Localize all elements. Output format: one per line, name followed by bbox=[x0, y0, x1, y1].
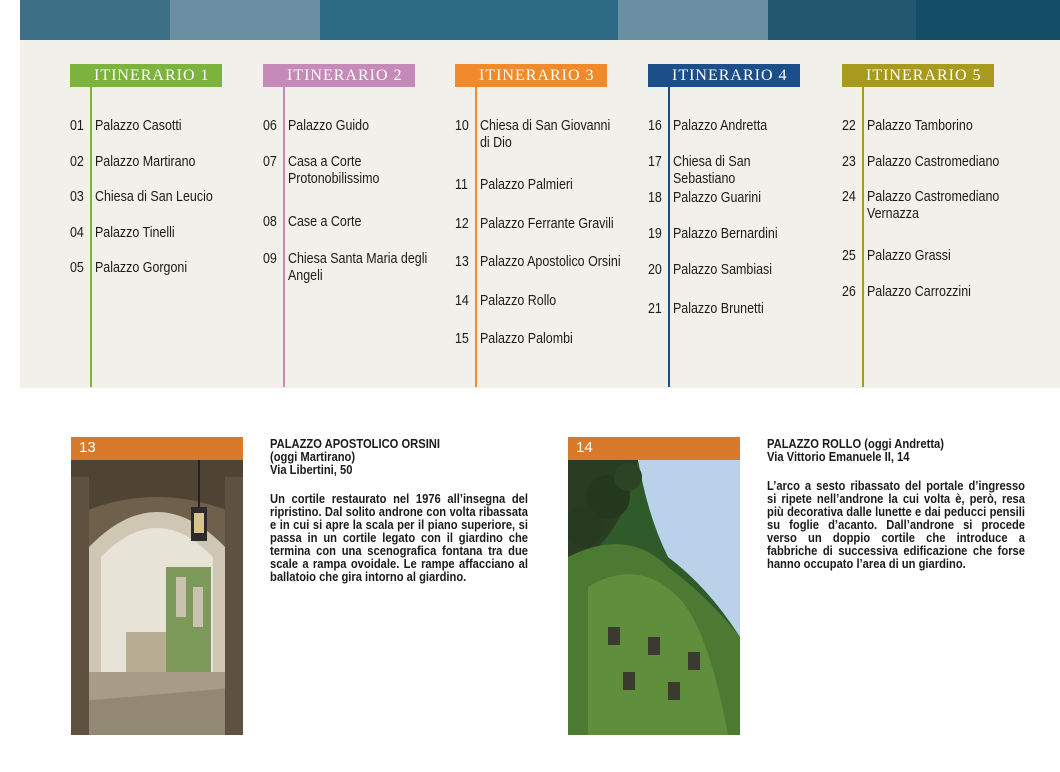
item-name: Palazzo Sambiasi bbox=[672, 262, 773, 278]
card-address: Via Libertini, 50 bbox=[270, 462, 353, 477]
band-segment bbox=[20, 0, 170, 40]
item-number: 11 bbox=[455, 177, 468, 193]
item-number: 13 bbox=[455, 254, 469, 270]
itinerario-column-4 bbox=[648, 64, 838, 317]
item-number: 09 bbox=[263, 251, 277, 267]
item-name: Chiesa di San Sebastiano bbox=[672, 154, 751, 187]
item-number: 15 bbox=[455, 331, 469, 347]
item-name: Palazzo Andretta bbox=[672, 118, 768, 134]
itinerario-header: ITINERARIO 5 bbox=[842, 64, 994, 87]
itinerario-column-1 bbox=[70, 64, 260, 276]
item-name: Palazzo Palombi bbox=[479, 331, 573, 347]
item-number: 05 bbox=[70, 260, 84, 276]
item-number: 17 bbox=[648, 154, 662, 170]
item-number: 12 bbox=[455, 216, 469, 232]
itinerario-header: ITINERARIO 3 bbox=[455, 64, 607, 87]
card-text bbox=[270, 436, 528, 584]
itinerari-panel bbox=[20, 40, 1060, 388]
item-name: Casa a Corte Protonobilissimo bbox=[287, 154, 380, 187]
number-badge bbox=[71, 437, 243, 460]
item-name: Palazzo Castromediano bbox=[866, 154, 1000, 170]
item-name: Palazzo Castromediano Vernazza bbox=[866, 189, 1000, 222]
item-name: Palazzo Gorgoni bbox=[94, 260, 188, 276]
item-number: 18 bbox=[648, 190, 662, 206]
item-name: Palazzo Tinelli bbox=[94, 225, 175, 241]
item-number: 19 bbox=[648, 226, 662, 242]
item-number: 14 bbox=[455, 293, 469, 309]
itinerario-header: ITINERARIO 1 bbox=[70, 64, 222, 87]
courtyard-arch-illustration bbox=[71, 437, 243, 735]
item-number: 08 bbox=[263, 214, 277, 230]
itinerario-column-2 bbox=[263, 64, 453, 284]
item-name: Palazzo Brunetti bbox=[672, 301, 764, 317]
item-name: Chiesa di San Leucio bbox=[94, 189, 213, 205]
card-description: L’arco a sesto ribassato del portale d’ingresso si ripete nell’androne la cui volta è, però, resa più decorativa dalle lunette e dai peducci pensili su foglie d’acanto. Dall’androne si procede verso un doppio cortile che introduce a fabbriche di successiva edificazione che forse hanno occupato l’area di un giardino. bbox=[767, 478, 1025, 571]
item-number: 02 bbox=[70, 154, 84, 170]
item-number: 16 bbox=[648, 118, 662, 134]
band-segment bbox=[618, 0, 768, 40]
band-segment bbox=[768, 0, 916, 40]
courtyard-photo bbox=[71, 437, 243, 735]
item-number: 01 bbox=[70, 118, 84, 134]
ivy-facade-illustration bbox=[568, 437, 740, 735]
itinerario-column-3 bbox=[455, 64, 645, 347]
item-name: Chiesa di San Giovanni di Dio bbox=[479, 118, 611, 151]
item-number: 06 bbox=[263, 118, 277, 134]
itinerario-header: ITINERARIO 4 bbox=[648, 64, 800, 87]
item-number: 26 bbox=[842, 284, 856, 300]
item-name: Palazzo Rollo bbox=[479, 293, 557, 309]
badge-number: 14 bbox=[576, 439, 593, 456]
item-name: Palazzo Bernardini bbox=[672, 226, 778, 242]
item-name: Palazzo Ferrante Gravili bbox=[479, 216, 614, 232]
item-number: 22 bbox=[842, 118, 856, 134]
item-number: 23 bbox=[842, 154, 856, 170]
itinerario-column-5 bbox=[842, 64, 1032, 300]
badge-number: 13 bbox=[79, 439, 96, 456]
item-number: 20 bbox=[648, 262, 662, 278]
item-number: 04 bbox=[70, 225, 84, 241]
item-name: Case a Corte bbox=[287, 214, 362, 230]
ivy-courtyard-photo bbox=[568, 437, 740, 735]
item-number: 10 bbox=[455, 118, 469, 134]
item-name: Palazzo Grassi bbox=[866, 248, 951, 264]
band-segment bbox=[170, 0, 320, 40]
card-description: Un cortile restaurato nel 1976 all’insegna del ripristino. Dal solito androne con volta ribassata e in cui si apre la scala per il piano superiore, si passa in un cortile legato con il giardino che termina con una scenografica fontana tra due scale a rampa ovoidale. Le rampe affacciano al ballatoio che gira intorno al giardino. bbox=[270, 491, 528, 584]
item-number: 03 bbox=[70, 189, 84, 205]
card-address: Via Vittorio Emanuele II, 14 bbox=[767, 449, 910, 464]
card-title: PALAZZO APOSTOLICO ORSINI bbox=[270, 436, 440, 451]
item-name: Palazzo Guido bbox=[287, 118, 370, 134]
item-number: 07 bbox=[263, 154, 277, 170]
itinerario-header: ITINERARIO 2 bbox=[263, 64, 415, 87]
top-color-band bbox=[20, 0, 1060, 40]
item-name: Palazzo Palmieri bbox=[479, 177, 573, 193]
item-name: Palazzo Martirano bbox=[94, 154, 196, 170]
card-text bbox=[767, 436, 1025, 571]
item-name: Palazzo Carrozzini bbox=[866, 284, 971, 300]
card-subtitle: (oggi Martirano) bbox=[270, 449, 356, 464]
item-name: Palazzo Casotti bbox=[94, 118, 182, 134]
item-number: 24 bbox=[842, 189, 856, 205]
item-name: Palazzo Tamborino bbox=[866, 118, 973, 134]
item-name: Chiesa Santa Maria degli Angeli bbox=[287, 251, 428, 284]
item-name: Palazzo Guarini bbox=[672, 190, 761, 206]
item-number: 25 bbox=[842, 248, 856, 264]
number-badge bbox=[568, 437, 740, 460]
item-number: 21 bbox=[648, 301, 662, 317]
band-segment bbox=[320, 0, 618, 40]
card-title: PALAZZO ROLLO (oggi Andretta) bbox=[767, 436, 944, 451]
item-name: Palazzo Apostolico Orsini bbox=[479, 254, 621, 270]
band-segment bbox=[916, 0, 1060, 40]
